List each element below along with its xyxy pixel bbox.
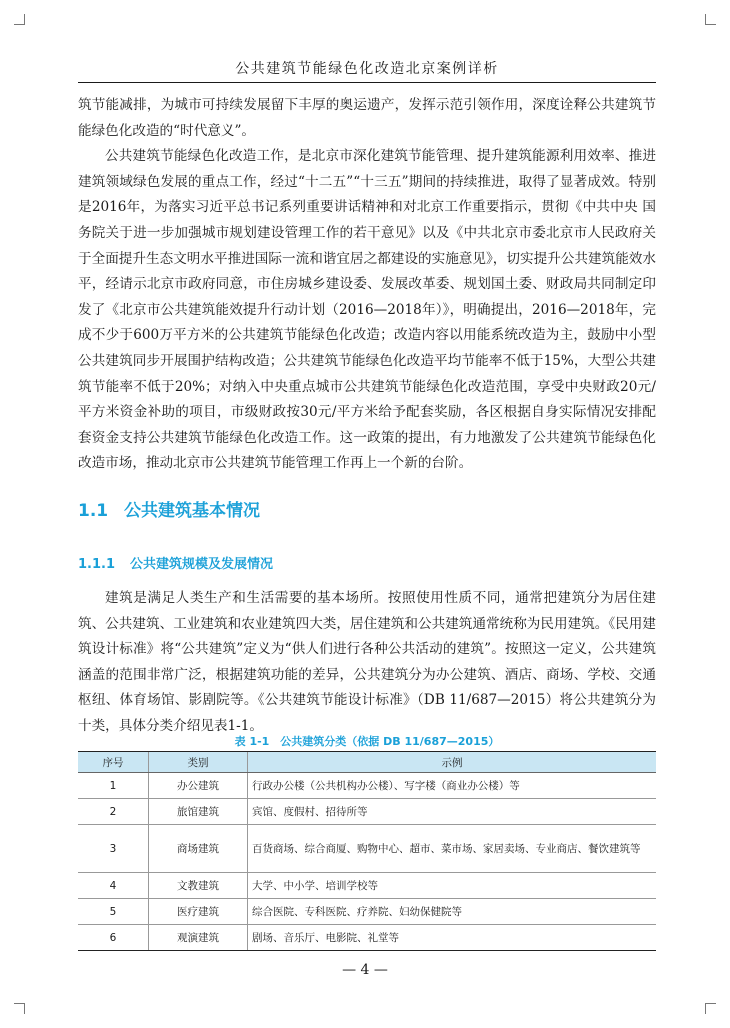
cell-no: 2	[78, 799, 149, 825]
cell-category: 商场建筑	[149, 825, 248, 873]
cell-example: 剧场、音乐厅、电影院、礼堂等	[248, 925, 657, 951]
crop-mark-bottom-right	[705, 1003, 716, 1014]
page-number: — 4 —	[342, 962, 388, 978]
table-row	[78, 825, 656, 873]
subsection-heading	[78, 553, 273, 572]
paragraph-3: 建筑是满足人类生产和生活需要的基本场所。按照使用性质不同，通常把建筑分为居住建筑、公共建筑、工业建筑和农业建筑四大类，居住建筑和公共建筑通常统称为民用建筑。《民用建筑设计标准》将“公共建筑”定义为“供人们进行各种公共活动的建筑”。按照这一定义，公共建筑涵盖的范围非常广泛，根据建筑功能的差异，公共建筑分为办公建筑、酒店、商场、学校、交通枢纽、体育场馆、影剧院等。《公共建筑节能设计标准》（DB 11/687—2015）将公共建筑分为十类，具体分类介绍见表1-1。	[78, 590, 656, 734]
cell-example: 宾馆、度假村、招待所等	[248, 799, 657, 825]
table-row	[78, 773, 656, 799]
section-heading	[78, 496, 260, 521]
section-number: 1.1	[78, 501, 109, 521]
table-caption: 表 1-1 公共建筑分类（依据 DB 11/687—2015）	[234, 735, 500, 748]
header-rule	[78, 82, 656, 83]
table-row	[78, 799, 656, 825]
paragraph-1: 筑节能减排，为城市可持续发展留下丰厚的奥运遗产，发挥示范引领作用，深度诠释公共建筑节能绿色化改造的“时代意义”。	[78, 97, 656, 139]
cell-example: 百货商场、综合商厦、购物中心、超市、菜市场、家居卖场、专业商店、餐饮建筑等	[248, 825, 657, 873]
table-row	[78, 899, 656, 925]
running-head: 公共建筑节能绿色化改造北京案例详析	[235, 61, 499, 77]
cell-example: 大学、中小学、培训学校等	[248, 873, 657, 899]
subsection-number: 1.1.1	[78, 557, 116, 572]
crop-mark-bottom-left	[14, 1003, 25, 1014]
table-row	[78, 925, 656, 951]
header-category: 类别	[149, 752, 248, 773]
cell-no: 1	[78, 773, 149, 799]
crop-mark-top-right	[705, 14, 716, 25]
table-header-row	[78, 752, 656, 773]
cell-no: 6	[78, 925, 149, 951]
cell-category: 旅馆建筑	[149, 799, 248, 825]
cell-category: 办公建筑	[149, 773, 248, 799]
header-example: 示例	[248, 752, 657, 773]
cell-category: 观演建筑	[149, 925, 248, 951]
cell-no: 5	[78, 899, 149, 925]
crop-mark-top-left	[14, 14, 25, 25]
paragraph-2: 公共建筑节能绿色化改造工作，是北京市深化建筑节能管理、提升建筑能源利用效率、推进建筑领域绿色发展的重点工作，经过“十二五”“十三五”期间的持续推进，取得了显著成效。特别是2016年，为落实习近平总书记系列重要讲话精神和对北京工作重要指示，贯彻《中共中央 国务院关于进一步加强城市规划建设管理工作的若干意见》以及《中共北京市委北京市人民政府关于全面提升生态文明水平推进国际一流和谐宜居之都建设的实施意见》，切实提升公共建筑能效水平，经请示北京市政府同意，市住房城乡建设委、发展改革委、规划国土委、财政局共同制定印发了《北京市公共建筑能效提升行动计划（2016—2018年）》，明确提出，2016—2018年，完成不少于600万平方米的公共建筑节能绿色化改造；改造内容以用能系统改造为主，鼓励中小型公共建筑同步开展围护结构改造；公共建筑节能绿色化改造平均节能率不低于15%，大型公共建筑节能率不低于20%；对纳入中央重点城市公共建筑节能绿色化改造范围，享受中央财政20元/平方米资金补助的项目，市级财政按30元/平方米给予配套奖励，各区根据自身实际情况安排配套资金支持公共建筑节能绿色化改造工作。这一政策的提出，有力地激发了公共建筑节能绿色化改造市场，推动北京市公共建筑节能管理工作再上一个新的台阶。	[78, 148, 656, 472]
body-text-bottom	[78, 586, 656, 740]
cell-category: 文教建筑	[149, 873, 248, 899]
classification-table	[78, 751, 656, 951]
section-title: 公共建筑基本情况	[124, 501, 260, 521]
cell-no: 3	[78, 825, 149, 873]
cell-no: 4	[78, 873, 149, 899]
table-row	[78, 873, 656, 899]
cell-category: 医疗建筑	[149, 899, 248, 925]
subsection-title: 公共建筑规模及发展情况	[130, 557, 274, 572]
body-text-top	[78, 93, 656, 477]
cell-example: 综合医院、专科医院、疗养院、妇幼保健院等	[248, 899, 657, 925]
cell-example: 行政办公楼（公共机构办公楼）、写字楼（商业办公楼）等	[248, 773, 657, 799]
header-no: 序号	[78, 752, 149, 773]
